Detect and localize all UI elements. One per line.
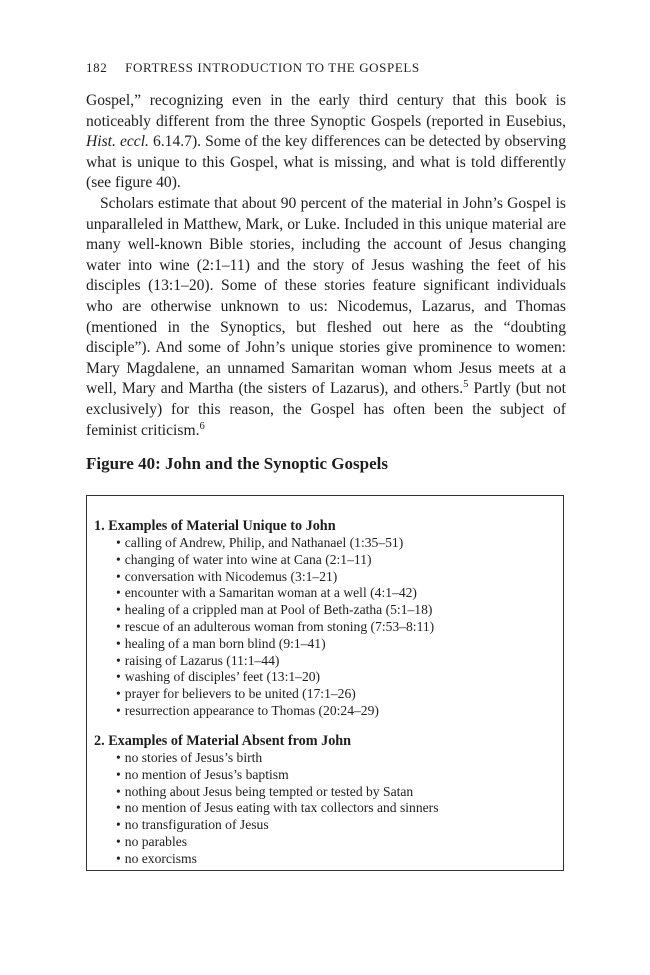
- list-item-text: resurrection appearance to Thomas (20:24–29): [124, 702, 379, 718]
- list-item: [116, 636, 554, 653]
- bullet-icon: •: [116, 568, 121, 584]
- section-heading-absent: 2. Examples of Material Absent from John: [94, 733, 352, 749]
- bullet-icon: •: [116, 585, 121, 601]
- list-item-text: no exorcisms: [124, 850, 197, 866]
- list-item: [116, 834, 554, 851]
- list-item-text: raising of Lazarus (11:1–44): [124, 652, 280, 668]
- bullet-icon: •: [116, 686, 121, 702]
- citation-hist-eccl: Hist. eccl.: [86, 133, 149, 151]
- list-item: [116, 569, 554, 586]
- list-item-text: healing of a man born blind (9:1–41): [124, 635, 326, 651]
- list-item: [116, 750, 554, 767]
- footnote-ref-5[interactable]: 5: [463, 379, 469, 391]
- list-item-text: nothing about Jesus being tempted or tested by Satan: [124, 783, 414, 799]
- paragraph-1-text-b: 6.14.7). Some of the key differences can be detected by observing what is unique to this Gospel, what is missing, and what is told differently (see figure 40).: [86, 133, 566, 192]
- bullet-icon: •: [116, 669, 121, 685]
- list-item: [116, 619, 554, 636]
- list-item: [116, 535, 554, 552]
- paragraph-2-text-a: Scholars estimate that about 90 percent of the material in John’s Gospel is unparalleled in Matthew, Mark, or Luke. Included in this unique material are many well-known Bible stories, including the account of Jesus changing water into wine (2:1–11) and the story of Jesus washing the feet of his disciples (13:1–20). Some of these stories feature significant individuals who are otherwise unknown to us: Nicodemus, Lazarus, and Thomas (mentioned in the Synoptics, but fleshed out here as the “doubting disciple”). And some of John’s unique stories give prominence to women: Mary Magdalene, an unnamed Samaritan woman whom Jesus meets at a well, Mary and Martha (the sisters of Lazarus), and others.: [86, 194, 566, 398]
- list-item-text: rescue of an adulterous woman from stoning (7:53–8:11): [124, 618, 435, 634]
- bullet-icon: •: [116, 652, 121, 668]
- list-item: [116, 800, 554, 817]
- figure-section-absent: [94, 733, 554, 868]
- list-item: [116, 653, 554, 670]
- list-item-text: healing of a crippled man at Pool of Beth-zatha (5:1–18): [124, 602, 433, 618]
- list-item-text: prayer for believers to be united (17:1–26): [124, 686, 356, 702]
- bullet-icon: •: [116, 635, 121, 651]
- paragraph-1-text-a: Gospel,” recognizing even in the early third century that this book is noticeably different from the three Synoptic Gospels (reported in Eusebius,: [86, 92, 566, 130]
- unique-material-list: [94, 535, 554, 720]
- bullet-icon: •: [116, 817, 121, 833]
- list-item-text: changing of water into wine at Cana (2:1–11): [124, 551, 372, 567]
- running-title: FORTRESS INTRODUCTION TO THE GOSPELS: [125, 60, 420, 75]
- body-text: [86, 91, 566, 441]
- list-item-text: no mention of Jesus’s baptism: [124, 766, 289, 782]
- paragraph-2: [86, 194, 566, 441]
- bullet-icon: •: [116, 618, 121, 634]
- list-item: [116, 784, 554, 801]
- page-number: 182: [86, 60, 108, 75]
- list-item-text: no mention of Jesus eating with tax collectors and sinners: [124, 800, 439, 816]
- absent-material-list: [94, 750, 554, 868]
- section-heading-unique: 1. Examples of Material Unique to John: [94, 518, 336, 534]
- bullet-icon: •: [116, 766, 121, 782]
- bullet-icon: •: [116, 850, 121, 866]
- list-item-text: no transfiguration of Jesus: [124, 817, 269, 833]
- figure-title: Figure 40: John and the Synoptic Gospels: [86, 454, 388, 473]
- bullet-icon: •: [116, 602, 121, 618]
- list-item: [116, 851, 554, 868]
- list-item-text: calling of Andrew, Philip, and Nathanael (1:35–51): [124, 535, 404, 550]
- figure-box: [86, 495, 564, 871]
- running-head: [86, 60, 420, 76]
- paragraph-1: [86, 91, 566, 194]
- list-item-text: no parables: [124, 833, 188, 849]
- bullet-icon: •: [116, 702, 121, 718]
- list-item-text: washing of disciples’ feet (13:1–20): [124, 669, 321, 685]
- bullet-icon: •: [116, 800, 121, 816]
- list-item: [116, 767, 554, 784]
- figure-section-unique: [94, 518, 554, 720]
- list-item-text: conversation with Nicodemus (3:1–21): [124, 568, 338, 584]
- bullet-icon: •: [116, 783, 121, 799]
- list-item: [116, 703, 554, 720]
- bullet-icon: •: [116, 750, 121, 765]
- list-item: [116, 686, 554, 703]
- bullet-icon: •: [116, 535, 121, 550]
- bullet-icon: •: [116, 833, 121, 849]
- list-item-text: encounter with a Samaritan woman at a well (4:1–42): [124, 585, 417, 601]
- list-item: [116, 669, 554, 686]
- bullet-icon: •: [116, 551, 121, 567]
- list-item-text: no stories of Jesus’s birth: [124, 750, 263, 765]
- list-item: [116, 585, 554, 602]
- paragraph-2-text-b: Partly (but not exclusively) for this reason, the Gospel has often been the subject of feminist criticism.: [86, 380, 566, 439]
- list-item: [116, 602, 554, 619]
- list-item: [116, 817, 554, 834]
- list-item: [116, 552, 554, 569]
- footnote-ref-6[interactable]: 6: [199, 420, 205, 432]
